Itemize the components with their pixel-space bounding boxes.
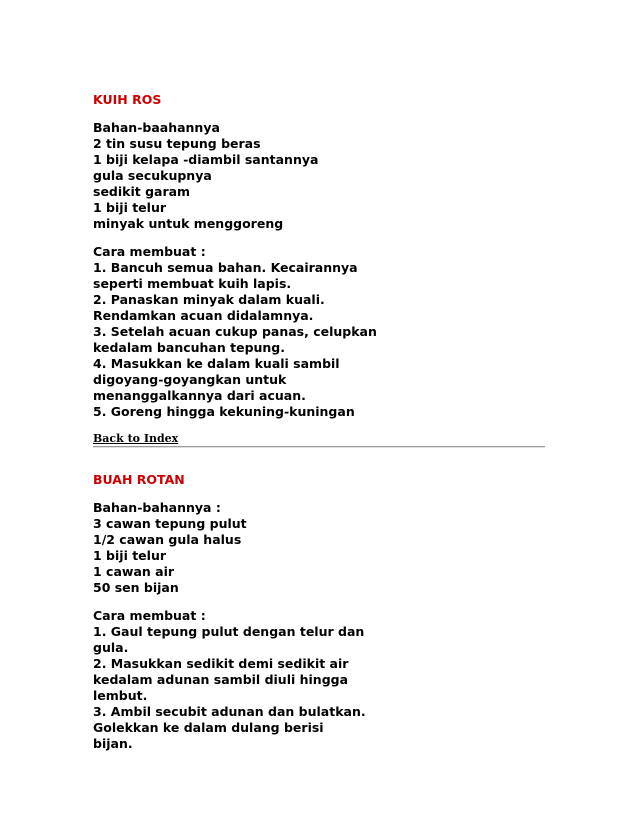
method-line: 1. Gaul tepung pulut dengan telur dan bbox=[93, 624, 365, 639]
ingredient-item: 3 cawan tepung pulut bbox=[93, 516, 247, 531]
ingredient-item: 1 biji kelapa -diambil santannya bbox=[93, 152, 319, 167]
ingredient-item: 2 tin susu tepung beras bbox=[93, 136, 261, 151]
method-line: kedalam adunan sambil diuli hingga bbox=[93, 672, 349, 687]
method-line: digoyang-goyangkan untuk bbox=[93, 372, 287, 387]
method-line: lembut. bbox=[93, 688, 148, 703]
ingredient-item: 1 biji telur bbox=[93, 548, 167, 563]
ingredients-section bbox=[93, 500, 545, 596]
ingredients-heading: Bahan-baahannya bbox=[93, 120, 220, 135]
ingredient-item: 1 cawan air bbox=[93, 564, 175, 579]
ingredients-heading: Bahan-bahannya : bbox=[93, 500, 221, 515]
ingredients-section bbox=[93, 120, 545, 232]
back-to-index-row bbox=[93, 432, 545, 446]
method-line: menanggalkannya dari acuan. bbox=[93, 388, 306, 403]
method-line: 2. Masukkan sedikit demi sedikit air bbox=[93, 656, 349, 671]
method-line: 1. Bancuh semua bahan. Kecairannya bbox=[93, 260, 358, 275]
method-line: gula. bbox=[93, 640, 129, 655]
method-line: kedalam bancuhan tepung. bbox=[93, 340, 286, 355]
method-heading: Cara membuat : bbox=[93, 244, 206, 259]
horizontal-divider bbox=[93, 446, 545, 448]
method-heading: Cara membuat : bbox=[93, 608, 206, 623]
method-line: seperti membuat kuih lapis. bbox=[93, 276, 292, 291]
method-line: 3. Ambil secubit adunan dan bulatkan. bbox=[93, 704, 366, 719]
ingredient-item: 1 biji telur bbox=[93, 200, 167, 215]
method-line: 4. Masukkan ke dalam kuali sambil bbox=[93, 356, 340, 371]
back-to-index-link[interactable]: Back to Index bbox=[93, 432, 179, 445]
method-line: Rendamkan acuan didalamnya. bbox=[93, 308, 314, 323]
method-line: 3. Setelah acuan cukup panas, celupkan bbox=[93, 324, 377, 339]
ingredient-item: sedikit garam bbox=[93, 184, 191, 199]
method-line: 5. Goreng hingga kekuning-kuningan bbox=[93, 404, 355, 419]
ingredient-item: 50 sen bijan bbox=[93, 580, 179, 595]
recipe-title: KUIH ROS bbox=[93, 92, 162, 107]
ingredient-item: minyak untuk menggoreng bbox=[93, 216, 284, 231]
recipe-kuih-ros bbox=[93, 92, 545, 420]
method-line: bijan. bbox=[93, 736, 133, 751]
ingredient-item: gula secukupnya bbox=[93, 168, 212, 183]
document-page bbox=[93, 92, 545, 752]
method-section bbox=[93, 244, 545, 420]
method-section bbox=[93, 608, 545, 752]
method-line: 2. Panaskan minyak dalam kuali. bbox=[93, 292, 325, 307]
ingredient-item: 1/2 cawan gula halus bbox=[93, 532, 242, 547]
recipe-title: BUAH ROTAN bbox=[93, 472, 185, 487]
recipe-buah-rotan bbox=[93, 472, 545, 752]
method-line: Golekkan ke dalam dulang berisi bbox=[93, 720, 324, 735]
